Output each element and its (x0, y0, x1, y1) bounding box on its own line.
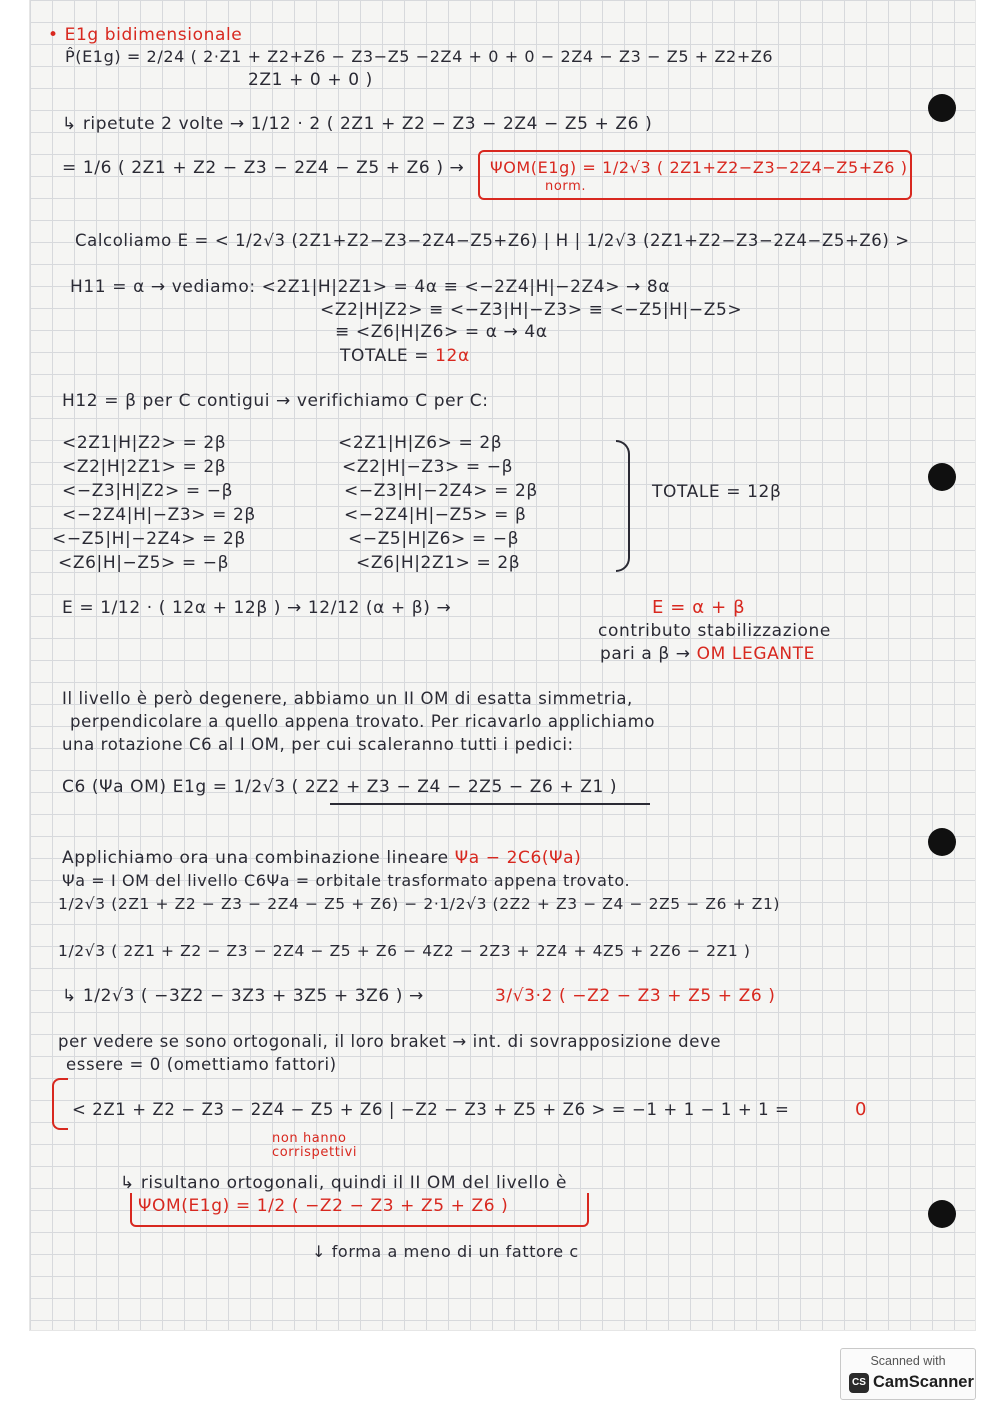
energy-calc-line: Calcoliamo E = < 1/2√3 (2Z1+Z2−Z3−2Z4−Z5+Z6) | H | 1/2√3 (2Z1+Z2−Z3−2Z4−Z5+Z6) > (75, 231, 910, 250)
annotation: non hanno (272, 1131, 347, 1146)
bracket-item: <Z2|H|−Z3> = −β (342, 457, 514, 477)
bracket-total: TOTALE = 12β (652, 482, 782, 502)
simplify-line: = 1/6 ( 2Z1 + Z2 − Z3 − 2Z4 − Z5 + Z6 ) → (62, 158, 465, 178)
binder-hole (928, 463, 956, 491)
reduced-line: ↳ 1/2√3 ( −3Z2 − 3Z3 + 3Z5 + 3Z6 ) → (62, 986, 424, 1006)
binder-hole (928, 94, 956, 122)
red-bracket (52, 1078, 68, 1130)
section-heading: • E1g bidimensionale (48, 25, 243, 45)
definition-line: Ψa = I OM del livello C6Ψa = orbitale trasformato appena trovato. (62, 871, 631, 890)
orthogonality-note-2: essere = 0 (omettiamo fattori) (66, 1055, 337, 1074)
bracket-item: <−2Z4|H|−Z5> = β (344, 505, 527, 525)
h11-line-3: ≡ <Z6|H|Z6> = α → 4α (335, 322, 548, 342)
footnote: ↓ forma a meno di un fattore c (312, 1242, 579, 1261)
rotation-line: C6 (Ψa OM) E1g = 1/2√3 ( 2Z2 + Z3 − Z4 − 2Z5 − Z6 + Z1 ) (62, 777, 618, 797)
conclusion-line: ↳ risultano ortogonali, quindi il II OM del livello è (120, 1173, 568, 1193)
bracket-item: <−Z3|H|Z2> = −β (62, 481, 234, 501)
h11-line: H11 = α → vediamo: <2Z1|H|2Z1> = 4α ≡ <−2Z4|H|−2Z4> → 8α (70, 277, 671, 297)
bracket-item: <Z6|H|2Z1> = 2β (356, 553, 521, 573)
binder-hole (928, 1200, 956, 1228)
energy-result: E = α + β (652, 597, 746, 618)
braket-result: 0 (855, 1099, 868, 1120)
combination-line: Applichiamo ora una combinazione lineare Ψa − 2C6(Ψa) (62, 848, 582, 868)
stabilization-note: contributo stabilizzazione (598, 621, 831, 641)
badge-caption: Scanned with (870, 1354, 946, 1368)
energy-result-line: E = 1/12 · ( 12α + 12β ) → 12/12 (α + β) → (62, 598, 452, 618)
bracket-item: <Z6|H|−Z5> = −β (58, 553, 230, 573)
brace (616, 440, 630, 572)
bracket-item: <2Z1|H|Z2> = 2β (62, 433, 227, 453)
expansion-line-2: 1/2√3 ( 2Z1 + Z2 − Z3 − 2Z4 − Z5 + Z6 − 4Z2 − 2Z3 + 2Z4 + 4Z5 + 2Z6 − 2Z1 ) (58, 942, 751, 960)
annotation-2: corrispettivi (272, 1145, 358, 1160)
expansion-line: 1/2√3 (2Z1 + Z2 − Z3 − 2Z4 − Z5 + Z6) − 2·1/2√3 (2Z2 + Z3 − Z4 − 2Z5 − Z6 + Z1) (58, 895, 781, 913)
orthogonality-note: per vedere se sono ortogonali, il loro braket → int. di sovrapposizione deve (58, 1032, 722, 1051)
camscanner-logo-icon: CS (849, 1373, 869, 1393)
h11-line-2: <Z2|H|Z2> ≡ <−Z3|H|−Z3> ≡ <−Z5|H|−Z5> (320, 300, 743, 320)
bracket-item: <−Z3|H|−2Z4> = 2β (344, 481, 538, 501)
normalized-label: norm. (545, 179, 587, 194)
braket-line: < 2Z1 + Z2 − Z3 − 2Z4 − Z5 + Z6 | −Z2 − Z3 + Z5 + Z6 > = −1 + 1 − 1 + 1 = (72, 1100, 790, 1119)
projection-line-cont: 2Z1 + 0 + 0 ) (248, 70, 373, 90)
repeat-line: ↳ ripetute 2 volte → 1/12 · 2 ( 2Z1 + Z2 − Z3 − 2Z4 − Z5 + Z6 ) (62, 114, 653, 134)
underline (330, 803, 650, 805)
bracket-item: <−Z5|H|Z6> = −β (348, 529, 520, 549)
camscanner-badge (840, 1348, 976, 1400)
h12-line: H12 = β per C contigui → verifichiamo C per C: (62, 391, 489, 411)
paragraph-line: una rotazione C6 al I OM, per cui scaleranno tutti i pedici: (62, 735, 574, 754)
second-mo-raw: 3/√3·2 ( −Z2 − Z3 + Z5 + Z6 ) (495, 986, 776, 1006)
bracket-item: <−2Z4|H|−Z3> = 2β (62, 505, 256, 525)
paragraph-line: perpendicolare a quello appena trovato. Per ricavarlo applichiamo (70, 712, 656, 731)
badge-name: CamScanner (873, 1373, 974, 1391)
second-mo-result: ΨOM(E1g) = 1/2 ( −Z2 − Z3 + Z5 + Z6 ) (138, 1196, 509, 1216)
h11-total: TOTALE = 12α (340, 346, 470, 366)
bracket-item: <Z2|H|2Z1> = 2β (62, 457, 227, 477)
projection-line: P̂(E1g) = 2/24 ( 2·Z1 + Z2+Z6 − Z3−Z5 −2Z4 + 0 + 0 − 2Z4 − Z3 − Z5 + Z2+Z6 (65, 47, 774, 66)
binder-hole (928, 828, 956, 856)
bracket-item: <−Z5|H|−2Z4> = 2β (52, 529, 246, 549)
first-mo-result: ΨOM(E1g) = 1/2√3 ( 2Z1+Z2−Z3−2Z4−Z5+Z6 ) (490, 158, 908, 177)
bracket-item: <2Z1|H|Z6> = 2β (338, 433, 503, 453)
stabilization-note-2: pari a β → OM LEGANTE (600, 644, 815, 664)
paragraph-line: Il livello è però degenere, abbiamo un II OM di esatta simmetria, (62, 689, 633, 708)
